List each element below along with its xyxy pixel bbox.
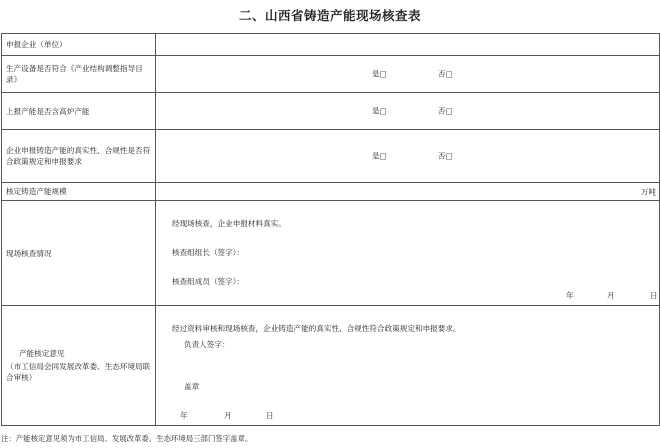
inspection-leader-signature[interactable]: 核查组组长（签字）：	[172, 248, 245, 257]
opinion-cell	[156, 306, 660, 426]
applicant-label: 申报企业（单位）	[2, 34, 156, 56]
capacity-label: 核定铸造产能规模	[2, 183, 156, 201]
table-row	[2, 130, 660, 183]
table-row	[2, 93, 660, 130]
capacity-unit: 万吨	[640, 187, 656, 196]
table-row	[2, 34, 660, 56]
inspection-statement: 经现场核查，企业申报材料真实。	[172, 219, 286, 228]
opinion-person-signature[interactable]: 负责人签字：	[184, 340, 230, 349]
opinion-date-year: 年	[180, 411, 188, 420]
equipment-choice	[156, 56, 660, 93]
opinion-label-title: 产能核定意见	[19, 349, 65, 358]
opinion-date-month: 月	[224, 411, 232, 420]
opinion-label-note: （市工信局会同发展改革委、生态环境局联合审核）	[6, 362, 151, 382]
opinion-statement: 经过资料审核和现场核查，企业铸造产能的真实性、合规性符合政策规定和申报要求。	[172, 324, 461, 333]
inspection-date-year: 年	[566, 291, 574, 300]
opinion-seal[interactable]: 盖章	[184, 382, 200, 391]
equipment-yes-checkbox[interactable]: 是□	[372, 69, 387, 79]
inspection-label: 现场核查情况	[2, 201, 156, 306]
furnace-yes-checkbox[interactable]: 是□	[372, 106, 387, 116]
table-row	[2, 306, 660, 426]
furnace-choice	[156, 93, 660, 130]
equipment-label: 生产设备是否符合《产业结构调整指导目录》	[2, 56, 156, 93]
table-row	[2, 201, 660, 306]
opinion-label	[2, 306, 156, 426]
form-title: 二、山西省铸造产能现场核查表	[238, 8, 421, 23]
authenticity-choice	[156, 130, 660, 183]
equipment-no-checkbox[interactable]: 否□	[438, 69, 453, 79]
table-row	[2, 56, 660, 93]
applicant-field[interactable]	[156, 34, 660, 56]
inspection-cell	[156, 201, 660, 306]
authenticity-label: 企业申报铸造产能的真实性、合规性是否符合政策规定和申报要求	[2, 130, 156, 183]
capacity-field[interactable]	[156, 183, 660, 201]
footnote: 注：产能核定意见须为市工信局、发展改革委、生态环境局三部门签字盖章。	[1, 434, 253, 443]
inspection-form-table	[1, 33, 660, 426]
table-row	[2, 183, 660, 201]
authenticity-yes-checkbox[interactable]: 是□	[372, 151, 387, 161]
inspection-date-month: 月	[607, 291, 615, 300]
authenticity-no-checkbox[interactable]: 否□	[438, 151, 453, 161]
furnace-no-checkbox[interactable]: 否□	[438, 106, 453, 116]
inspection-members-signature[interactable]: 核查组成员（签字）：	[172, 277, 245, 286]
furnace-label: 上报产能是否含高炉产能	[2, 93, 156, 130]
inspection-date-day: 日	[650, 291, 658, 300]
opinion-date-day: 日	[266, 411, 274, 420]
